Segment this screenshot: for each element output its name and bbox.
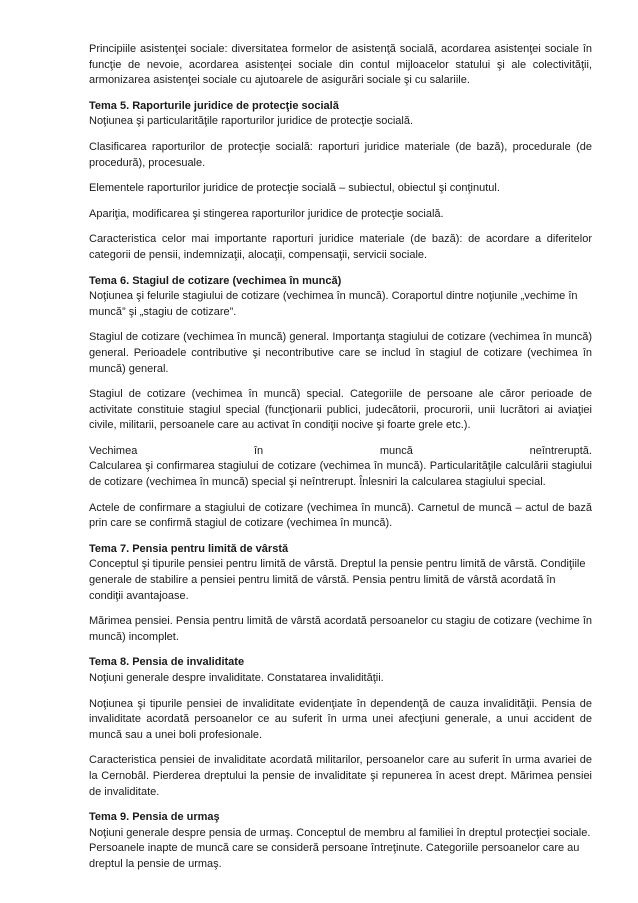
- section-tema6: [89, 274, 592, 321]
- justified-line: [89, 444, 592, 460]
- paragraph: Caracteristica pensiei de invaliditate acordată militarilor, persoanelor care au suferit în urma avariei de la Cernobâl. Pierderea dreptului la pensie de invaliditate şi repunerea în acest drept. Mărimea pensiei de invaliditate.: [89, 754, 592, 798]
- section-title: Tema 9. Pensia de urmaş: [89, 811, 220, 824]
- paragraph: Actele de confirmare a stagiului de cotizare (vechimea în muncă). Carnetul de muncă – actul de bază prin care se confirmă stagiul de cotizare (vechimea în muncă).: [89, 501, 592, 530]
- section-title: Tema 5. Raporturile juridice de protecţie socială: [89, 99, 339, 112]
- paragraph: Conceptul şi tipurile pensiei pentru limită de vârstă. Dreptul la pensie pentru limită de vârstă. Condiţiile generale de stabilire a pensiei pentru limită de vârstă. Pensia pentru limită de vârstă acordată în condiţii avantajoase.: [89, 558, 586, 602]
- word: în: [254, 444, 264, 457]
- paragraph: Noţiunea şi particularităţile raporturilor juridice de protecţie socială.: [89, 115, 414, 128]
- intro-paragraph: Principiile asistenţei sociale: diversitatea formelor de asistenţă socială, acordarea asistenţei sociale în funcţie de nevoie, acordarea asistenţei sociale din contul mijloacelor statului şi ale colectivităţii, armonizarea asistenţei sociale cu ajutoarele de asigurări sociale şi cu salariile.: [89, 43, 592, 87]
- section-title: Tema 7. Pensia pentru limită de vârstă: [89, 542, 289, 555]
- paragraph: Noţiuni generale despre pensia de urmaş. Conceptul de membru al familiei în dreptul protecţiei sociale. Persoanele inapte de muncă care se consideră persoane întreţinute. Categoriile persoanelor care au dreptul la pensie de urmaş.: [89, 826, 591, 870]
- section-tema8: [89, 655, 592, 686]
- paragraph: Apariţia, modificarea şi stingerea raporturilor juridice de protecţie socială.: [89, 207, 444, 220]
- word: neîntreruptă.: [529, 444, 592, 457]
- paragraph: Noţiuni generale despre invaliditate. Constatarea invalidităţii.: [89, 672, 384, 684]
- paragraph: Stagiul de cotizare (vechimea în muncă) general. Importanţa stagiului de cotizare (vechimea în muncă) general. Perioadele contributive şi necontributive care se includ în stagiul de cotizare (vechimea în muncă) general.: [89, 331, 592, 375]
- section-tema9: [89, 810, 592, 872]
- section-title: Tema 6. Stagiul de cotizare (vechimea în muncă): [89, 274, 342, 287]
- paragraph: Elementele raporturilor juridice de protecţie socială – subiectul, obiectul şi conţinutul.: [89, 182, 500, 195]
- paragraph: Clasificarea raporturilor de protecţie socială: raporturi juridice materiale (de bază), procedurale (de procedură), procesuale.: [89, 140, 592, 169]
- paragraph: Noţiunea şi felurile stagiului de cotizare (vechimea în muncă). Coraportul dintre noţiunile „vechime în muncă” şi „stagiu de cotizare”.: [89, 290, 578, 318]
- section-tema5: [89, 99, 592, 130]
- paragraph: Calcularea şi confirmarea stagiului de cotizare (vechimea în muncă). Particularităţile calculării stagiului de cotizare (vechimea în muncă) special şi neîntrerupt. Înlesniri la calcularea stagiului special.: [89, 460, 592, 489]
- paragraph-vechime: [89, 444, 592, 491]
- paragraph: Stagiul de cotizare (vechimea în muncă) special. Categoriile de persoane ale căror perioade de activitate constituie stagiul special (funcţionarii publici, judecătorii, procurorii, unii lucrători ai aviaţiei civile, militarii, persoanele care au activat în condiţii nocive şi foarte grele etc.).: [89, 388, 592, 432]
- paragraph: Caracteristica celor mai importante raporturi juridice materiale (de bază): de acordare a diferitelor categorii de pensii, indemnizaţii, alocaţii, compensaţii, servicii sociale.: [89, 233, 592, 261]
- section-tema7: [89, 542, 592, 604]
- word: muncă: [379, 444, 413, 457]
- word: Vechimea: [89, 444, 138, 457]
- section-title: Tema 8. Pensia de invaliditate: [89, 656, 245, 669]
- paragraph: Mărimea pensiei. Pensia pentru limită de vârstă acordată persoanelor cu stagiu de cotizare (vechime în muncă) incomplet.: [89, 615, 592, 643]
- paragraph: Noţiunea şi tipurile pensiei de invaliditate evidenţiate în dependenţă de cauza invalidităţii. Pensia de invaliditate acordată persoanelor ce au suferit în urma unei afecţiuni generale, a unui accident de muncă sau a unei boli profesionale.: [89, 697, 592, 741]
